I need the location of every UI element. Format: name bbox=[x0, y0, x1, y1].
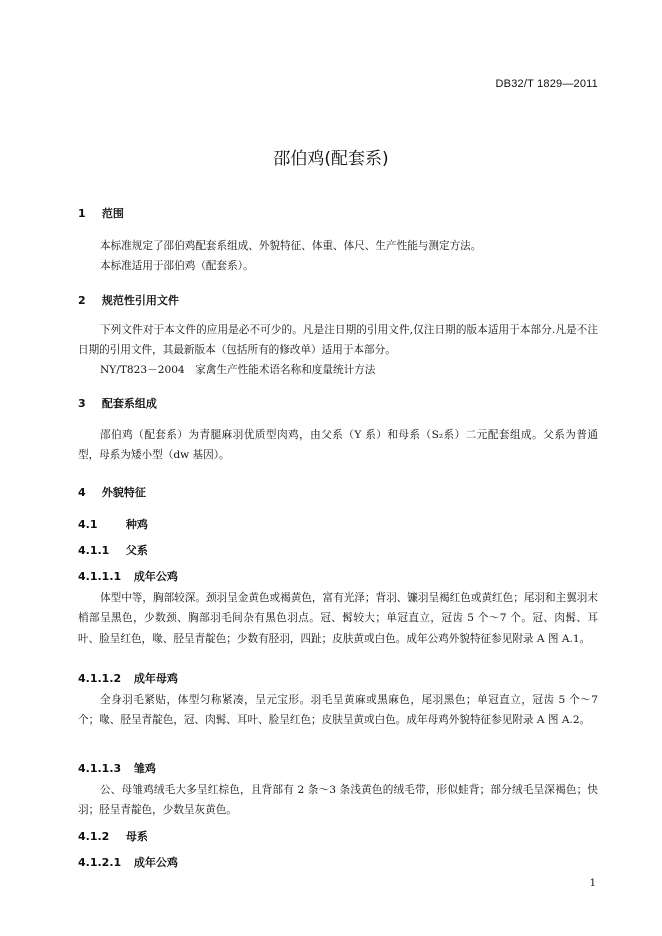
section-heading-4-1-1-2 bbox=[78, 670, 178, 686]
section-title: 父系 bbox=[125, 544, 148, 557]
adult-hen-paragraph: 全身羽毛紧贴，体型匀称紧凑，呈元宝形。羽毛呈黄麻或黑麻色，尾羽黑色；单冠直立，冠齿 5 个～7 个；喙、胫呈青靛色，冠、肉髯、耳叶、脸呈红色；皮肤呈黄或白色。成年母鸡外貌特征参见附录 A 图 A.2。 bbox=[78, 694, 598, 727]
section-heading-4-1-1-1 bbox=[78, 568, 178, 584]
section-title: 规范性引用文件 bbox=[101, 294, 179, 307]
page-number: 1 bbox=[589, 878, 596, 889]
section-title: 种鸡 bbox=[125, 518, 148, 531]
section-heading-4-1 bbox=[78, 516, 148, 532]
section-title: 成年公鸡 bbox=[133, 570, 178, 583]
section-heading-4-1-2 bbox=[78, 828, 148, 844]
standard-code: DB32/T 1829—2011 bbox=[495, 78, 598, 90]
section-heading-1 bbox=[78, 205, 124, 221]
adult-rooster-paragraph: 体型中等，胸部较深。颈羽呈金黄色或褐黄色，富有光泽；背羽、镰羽呈褐红色或黄红色；尾羽和主翼羽末梢部呈黑色，少数颈、胸部羽毛间杂有黑色羽点。冠、髯较大；单冠直立，冠齿 5 个～7 个。冠、肉髯、耳叶、脸呈红色，喙、胫呈青靛色；少数有胫羽，四趾；皮肤黄或白色。成年公鸡外貌特征参见附录 A 图 A.1。 bbox=[78, 592, 598, 645]
section-heading-2 bbox=[78, 292, 179, 308]
section-heading-4-1-2-1 bbox=[78, 854, 178, 870]
document-title: 邵伯鸡(配套系) bbox=[273, 149, 389, 169]
reference-item: NY/T823－2004 家禽生产性能术语名称和度量统计方法 bbox=[100, 364, 376, 376]
section-title: 成年母鸡 bbox=[133, 672, 178, 685]
section-heading-3 bbox=[78, 395, 157, 411]
section-title: 外貌特征 bbox=[101, 486, 146, 499]
scope-paragraph-1: 本标准规定了邵伯鸡配套系组成、外貌特征、体重、体尺、生产性能与测定方法。 bbox=[100, 240, 482, 252]
section-number: 2 bbox=[78, 294, 86, 307]
section-title: 雏鸡 bbox=[133, 762, 156, 775]
section-number: 1 bbox=[78, 207, 86, 220]
section-number: 3 bbox=[78, 397, 86, 410]
section-title: 范围 bbox=[101, 207, 124, 220]
section-number: 4.1.1.1 bbox=[78, 570, 122, 583]
section-number: 4.1 bbox=[78, 518, 98, 531]
scope-paragraph-2: 本标准适用于邵伯鸡（配套系）。 bbox=[100, 260, 254, 272]
references-paragraph: 下列文件对于本文件的应用是必不可少的。凡是注日期的引用文件,仅注日期的版本适用于本部分.凡是不注日期的引用文件，其最新版本（包括所有的修改单）适用于本部分。 bbox=[78, 324, 598, 357]
section-title: 成年公鸡 bbox=[133, 856, 178, 869]
section-number: 4 bbox=[78, 486, 86, 499]
section-title: 配套系组成 bbox=[101, 397, 157, 410]
chick-paragraph: 公、母雏鸡绒毛大多呈红棕色，且背部有 2 条～3 条浅黄色的绒毛带，形似蛙背；部分绒毛呈深褐色；快羽；胫呈青靛色，少数呈灰黄色。 bbox=[78, 784, 598, 817]
section-number: 4.1.1 bbox=[78, 544, 110, 557]
section-heading-4-1-1 bbox=[78, 542, 148, 558]
composition-paragraph: 邵伯鸡（配套系）为青腿麻羽优质型肉鸡，由父系（Y 系）和母系（S₂系）二元配套组成。父系为普通型，母系为矮小型（dw 基因）。 bbox=[78, 429, 598, 462]
section-heading-4-1-1-3 bbox=[78, 760, 156, 776]
section-heading-4 bbox=[78, 484, 146, 500]
section-number: 4.1.2 bbox=[78, 830, 110, 843]
section-title: 母系 bbox=[125, 830, 148, 843]
section-number: 4.1.1.2 bbox=[78, 672, 122, 685]
section-number: 4.1.1.3 bbox=[78, 762, 122, 775]
section-number: 4.1.2.1 bbox=[78, 856, 122, 869]
